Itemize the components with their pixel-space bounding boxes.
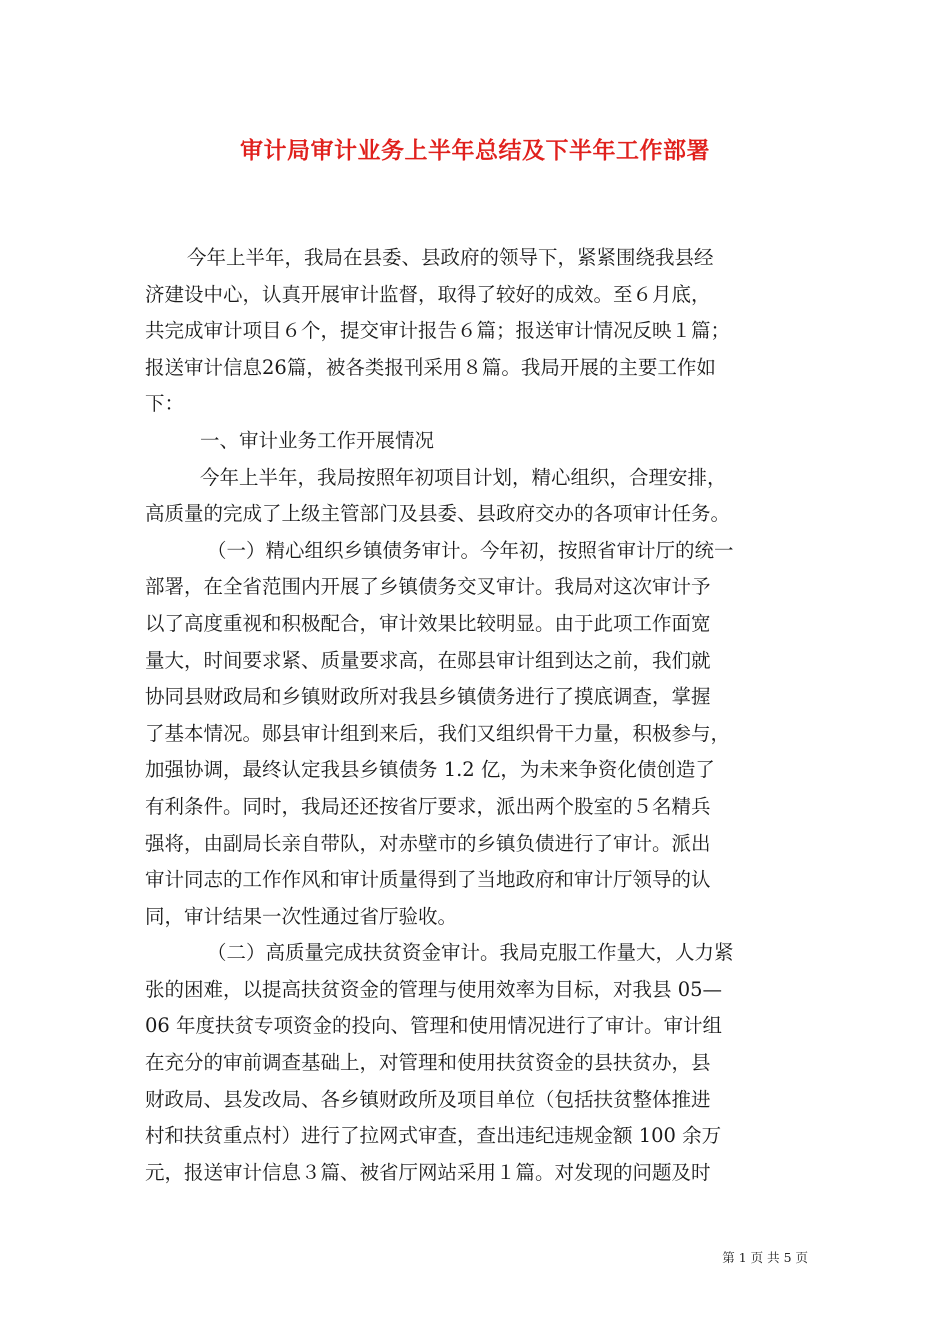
document-body [145, 240, 813, 1191]
document-title: 审计局审计业务上半年总结及下半年工作部署 [240, 137, 710, 164]
text-line: （一）精心组织乡镇债务审计。今年初，按照省审计厅的统一 [207, 538, 734, 562]
text-line: 今年上半年，我局在县委、县政府的领导下，紧紧围绕我县经 [187, 246, 714, 269]
text-line: 有利条件。同时，我局还还按省厅要求，派出两个股室的５名精兵 [145, 794, 711, 818]
text-line: 部署，在全省范围内开展了乡镇债务交叉审计。我局对这次审计予 [145, 575, 711, 599]
text-line: 村和扶贫重点村）进行了拉网式审查，查出违纪违规金额 100 余万 [145, 1124, 722, 1148]
text-line: 下： [145, 392, 185, 416]
text-line: 审计同志的工作作风和审计质量得到了当地政府和审计厅领导的认 [145, 868, 711, 892]
text-line: 同，审计结果一次性通过省厅验收。 [145, 904, 458, 928]
text-line: 高质量的完成了上级主管部门及县委、县政府交办的各项审计任务。 [145, 502, 731, 526]
text-line: 元，报送审计信息３篇、被省厅网站采用１篇。对发现的问题及时 [145, 1160, 711, 1184]
text-line: 财政局、县发改局、各乡镇财政所及项目单位（包括扶贫整体推进 [145, 1087, 711, 1111]
section-heading: 一、审计业务工作开展情况 [200, 428, 435, 452]
text-line: 加强协调，最终认定我县乡镇债务 1.2 亿，为未来争资化债创造了 [145, 758, 715, 782]
text-line: 共完成审计项目６个，提交审计报告６篇；报送审计情况反映１篇； [145, 319, 731, 343]
text-line: 以了高度重视和积极配合，审计效果比较明显。由于此项工作面宽 [145, 611, 711, 635]
text-line: 报送审计信息26篇，被各类报刊采用８篇。我局开展的主要工作如 [145, 355, 716, 379]
text-line: 今年上半年，我局按照年初项目计划，精心组织，合理安排， [200, 465, 727, 489]
text-line: 协同县财政局和乡镇财政所对我县乡镇债务进行了摸底调查，掌握 [145, 685, 711, 709]
text-line: 在充分的审前调查基础上，对管理和使用扶贫资金的县扶贫办，县 [145, 1051, 711, 1075]
text-line: （二）高质量完成扶贫资金审计。我局克服工作量大，人力紧 [207, 941, 734, 965]
text-line: 了基本情况。郧县审计组到来后，我们又组织骨干力量，积极参与， [145, 721, 731, 745]
text-line: 张的困难，以提高扶贫资金的管理与使用效率为目标，对我县 05— [145, 977, 723, 1001]
page-number: 第 1 页 共 5 页 [722, 1250, 808, 1265]
text-line: 06 年度扶贫专项资金的投向、管理和使用情况进行了审计。审计组 [145, 1014, 723, 1038]
text-line: 量大，时间要求紧、质量要求高，在郧县审计组到达之前，我们就 [145, 648, 711, 672]
text-line: 强将，由副局长亲自带队，对赤壁市的乡镇负债进行了审计。派出 [145, 831, 711, 855]
text-line: 济建设中心，认真开展审计监督，取得了较好的成效。至６月底， [145, 282, 711, 306]
